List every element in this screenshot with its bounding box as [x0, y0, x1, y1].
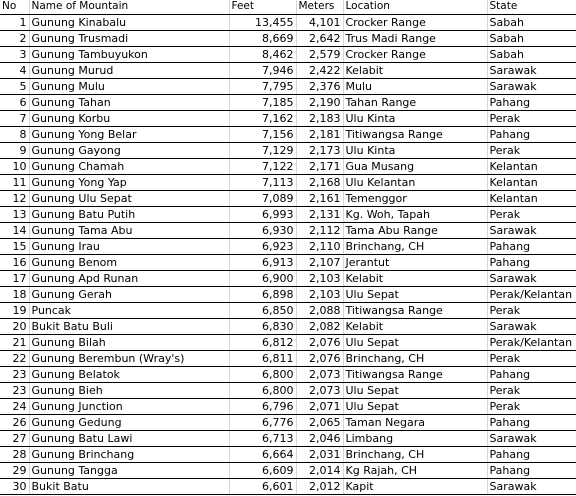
table-row	[0, 478, 576, 494]
cell-state: Pahang	[487, 238, 576, 254]
cell-no: 19	[0, 302, 29, 318]
cell-no: 1	[0, 14, 29, 30]
cell-meters: 2,110	[296, 238, 343, 254]
cell-meters: 2,065	[296, 414, 343, 430]
cell-meters: 2,190	[296, 94, 343, 110]
cell-location: Kelabit	[343, 270, 487, 286]
cell-meters: 2,071	[296, 398, 343, 414]
cell-feet: 7,162	[229, 110, 296, 126]
cell-state: Sabah	[487, 14, 576, 30]
cell-state: Pahang	[487, 126, 576, 142]
cell-meters: 2,579	[296, 46, 343, 62]
cell-no: 27	[0, 430, 29, 446]
cell-state: Pahang	[487, 446, 576, 462]
cell-state: Perak/Kelantan	[487, 334, 576, 350]
table-body	[0, 14, 576, 494]
cell-state: Pahang	[487, 254, 576, 270]
table-row	[0, 302, 576, 318]
cell-no: 30	[0, 478, 29, 494]
cell-feet: 6,930	[229, 222, 296, 238]
cell-location: Temenggor	[343, 190, 487, 206]
cell-name: Gunung Benom	[29, 254, 229, 270]
cell-no: 23	[0, 366, 29, 382]
cell-location: Ulu Sepat	[343, 398, 487, 414]
cell-no: 5	[0, 78, 29, 94]
cell-no: 22	[0, 350, 29, 366]
cell-feet: 6,923	[229, 238, 296, 254]
cell-location: Ulu Sepat	[343, 382, 487, 398]
cell-meters: 2,076	[296, 334, 343, 350]
table-row	[0, 270, 576, 286]
cell-name: Gunung Gayong	[29, 142, 229, 158]
cell-feet: 6,713	[229, 430, 296, 446]
cell-name: Gunung Batu Putih	[29, 206, 229, 222]
cell-name: Gunung Tambuyukon	[29, 46, 229, 62]
cell-feet: 6,800	[229, 382, 296, 398]
cell-name: Gunung Trusmadi	[29, 30, 229, 46]
cell-name: Gunung Murud	[29, 62, 229, 78]
cell-feet: 7,946	[229, 62, 296, 78]
cell-no: 9	[0, 142, 29, 158]
cell-state: Pahang	[487, 414, 576, 430]
cell-name: Gunung Yong Yap	[29, 174, 229, 190]
cell-no: 11	[0, 174, 29, 190]
table-row	[0, 318, 576, 334]
cell-meters: 2,076	[296, 350, 343, 366]
cell-location: Brinchang, CH	[343, 238, 487, 254]
cell-name: Gunung Mulu	[29, 78, 229, 94]
cell-meters: 2,642	[296, 30, 343, 46]
cell-state: Perak	[487, 398, 576, 414]
table-row	[0, 238, 576, 254]
cell-no: 2	[0, 30, 29, 46]
cell-name: Bukit Batu Buli	[29, 318, 229, 334]
table-row	[0, 430, 576, 446]
cell-location: Taman Negara	[343, 414, 487, 430]
table-row	[0, 350, 576, 366]
cell-meters: 2,171	[296, 158, 343, 174]
cell-meters: 2,012	[296, 478, 343, 494]
cell-name: Gunung Apd Runan	[29, 270, 229, 286]
cell-feet: 8,462	[229, 46, 296, 62]
header-no: No	[0, 0, 29, 14]
table-row	[0, 366, 576, 382]
cell-state: Sabah	[487, 30, 576, 46]
cell-no: 26	[0, 414, 29, 430]
cell-location: Ulu Kelantan	[343, 174, 487, 190]
cell-name: Gunung Irau	[29, 238, 229, 254]
cell-feet: 7,185	[229, 94, 296, 110]
cell-state: Perak/Kelantan	[487, 286, 576, 302]
table-row	[0, 14, 576, 30]
header-row	[0, 0, 576, 14]
cell-state: Pahang	[487, 366, 576, 382]
cell-location: Mulu	[343, 78, 487, 94]
table-row	[0, 446, 576, 462]
cell-name: Gunung Tangga	[29, 462, 229, 478]
header-meters: Meters	[296, 0, 343, 14]
cell-location: Limbang	[343, 430, 487, 446]
cell-state: Perak	[487, 206, 576, 222]
cell-location: Tahan Range	[343, 94, 487, 110]
cell-location: Ulu Sepat	[343, 334, 487, 350]
cell-name: Bukit Batu	[29, 478, 229, 494]
cell-no: 8	[0, 126, 29, 142]
table-row	[0, 382, 576, 398]
cell-meters: 2,073	[296, 366, 343, 382]
cell-state: Kelantan	[487, 190, 576, 206]
table-row	[0, 30, 576, 46]
cell-name: Gunung Ulu Sepat	[29, 190, 229, 206]
table-row	[0, 334, 576, 350]
cell-feet: 6,811	[229, 350, 296, 366]
cell-name: Gunung Kinabalu	[29, 14, 229, 30]
cell-meters: 2,046	[296, 430, 343, 446]
table-row	[0, 110, 576, 126]
cell-name: Gunung Tahan	[29, 94, 229, 110]
cell-location: Ulu Kinta	[343, 110, 487, 126]
cell-name: Gunung Bilah	[29, 334, 229, 350]
cell-feet: 7,795	[229, 78, 296, 94]
header-location: Location	[343, 0, 487, 14]
cell-no: 7	[0, 110, 29, 126]
cell-name: Gunung Gedung	[29, 414, 229, 430]
cell-feet: 6,900	[229, 270, 296, 286]
cell-feet: 6,601	[229, 478, 296, 494]
table-row	[0, 46, 576, 62]
cell-feet: 6,830	[229, 318, 296, 334]
cell-feet: 6,850	[229, 302, 296, 318]
cell-no: 10	[0, 158, 29, 174]
cell-location: Crocker Range	[343, 14, 487, 30]
cell-state: Sarawak	[487, 62, 576, 78]
cell-no: 15	[0, 238, 29, 254]
table-row	[0, 398, 576, 414]
cell-name: Gunung Chamah	[29, 158, 229, 174]
cell-meters: 2,181	[296, 126, 343, 142]
cell-location: Ulu Sepat	[343, 286, 487, 302]
cell-location: Tama Abu Range	[343, 222, 487, 238]
cell-feet: 6,993	[229, 206, 296, 222]
cell-meters: 2,103	[296, 270, 343, 286]
cell-state: Pahang	[487, 462, 576, 478]
cell-location: Trus Madi Range	[343, 30, 487, 46]
cell-location: Titiwangsa Range	[343, 366, 487, 382]
cell-state: Pahang	[487, 94, 576, 110]
table-row	[0, 190, 576, 206]
cell-name: Puncak	[29, 302, 229, 318]
cell-no: 24	[0, 398, 29, 414]
cell-feet: 6,800	[229, 366, 296, 382]
cell-state: Perak	[487, 142, 576, 158]
cell-meters: 2,183	[296, 110, 343, 126]
cell-state: Sabah	[487, 46, 576, 62]
header-feet: Feet	[229, 0, 296, 14]
cell-no: 14	[0, 222, 29, 238]
cell-name: Gunung Gerah	[29, 286, 229, 302]
cell-no: 18	[0, 286, 29, 302]
cell-name: Gunung Junction	[29, 398, 229, 414]
cell-meters: 2,014	[296, 462, 343, 478]
cell-no: 16	[0, 254, 29, 270]
cell-no: 12	[0, 190, 29, 206]
cell-meters: 2,173	[296, 142, 343, 158]
cell-no: 23	[0, 382, 29, 398]
cell-feet: 7,089	[229, 190, 296, 206]
table-row	[0, 78, 576, 94]
cell-meters: 2,161	[296, 190, 343, 206]
cell-feet: 6,664	[229, 446, 296, 462]
cell-location: Kg Rajah, CH	[343, 462, 487, 478]
cell-no: 3	[0, 46, 29, 62]
cell-state: Sarawak	[487, 430, 576, 446]
cell-no: 4	[0, 62, 29, 78]
cell-location: Brinchang, CH	[343, 446, 487, 462]
cell-name: Gunung Tama Abu	[29, 222, 229, 238]
cell-location: Jerantut	[343, 254, 487, 270]
cell-state: Sarawak	[487, 222, 576, 238]
cell-state: Kelantan	[487, 158, 576, 174]
cell-meters: 2,088	[296, 302, 343, 318]
cell-feet: 6,796	[229, 398, 296, 414]
cell-name: Gunung Belatok	[29, 366, 229, 382]
cell-no: 13	[0, 206, 29, 222]
cell-no: 6	[0, 94, 29, 110]
cell-meters: 2,107	[296, 254, 343, 270]
table-row	[0, 174, 576, 190]
cell-feet: 7,113	[229, 174, 296, 190]
cell-name: Gunung Batu Lawi	[29, 430, 229, 446]
cell-meters: 2,082	[296, 318, 343, 334]
cell-location: Titiwangsa Range	[343, 302, 487, 318]
table-row	[0, 142, 576, 158]
table-row	[0, 126, 576, 142]
table-row	[0, 94, 576, 110]
cell-meters: 2,376	[296, 78, 343, 94]
cell-name: Gunung Yong Belar	[29, 126, 229, 142]
cell-location: Ulu Kinta	[343, 142, 487, 158]
header-name: Name of Mountain	[29, 0, 229, 14]
header-state: State	[487, 0, 576, 14]
cell-no: 29	[0, 462, 29, 478]
cell-location: Kelabit	[343, 318, 487, 334]
cell-no: 28	[0, 446, 29, 462]
cell-location: Crocker Range	[343, 46, 487, 62]
cell-state: Kelantan	[487, 174, 576, 190]
cell-meters: 2,168	[296, 174, 343, 190]
cell-location: Brinchang, CH	[343, 350, 487, 366]
cell-name: Gunung Korbu	[29, 110, 229, 126]
cell-no: 21	[0, 334, 29, 350]
cell-feet: 6,898	[229, 286, 296, 302]
cell-feet: 6,812	[229, 334, 296, 350]
cell-feet: 8,669	[229, 30, 296, 46]
cell-state: Perak	[487, 110, 576, 126]
cell-location: Kg. Woh, Tapah	[343, 206, 487, 222]
cell-feet: 6,913	[229, 254, 296, 270]
cell-meters: 2,031	[296, 446, 343, 462]
cell-meters: 2,131	[296, 206, 343, 222]
cell-meters: 2,112	[296, 222, 343, 238]
cell-state: Perak	[487, 302, 576, 318]
table-row	[0, 206, 576, 222]
table-row	[0, 222, 576, 238]
table-row	[0, 414, 576, 430]
cell-meters: 2,073	[296, 382, 343, 398]
cell-feet: 7,122	[229, 158, 296, 174]
cell-no: 20	[0, 318, 29, 334]
cell-feet: 7,129	[229, 142, 296, 158]
cell-feet: 6,609	[229, 462, 296, 478]
cell-location: Gua Musang	[343, 158, 487, 174]
cell-name: Gunung Bieh	[29, 382, 229, 398]
cell-state: Sarawak	[487, 270, 576, 286]
cell-name: Gunung Brinchang	[29, 446, 229, 462]
cell-meters: 2,103	[296, 286, 343, 302]
table-row	[0, 286, 576, 302]
cell-location: Kapit	[343, 478, 487, 494]
cell-name: Gunung Berembun (Wray's)	[29, 350, 229, 366]
cell-location: Kelabit	[343, 62, 487, 78]
cell-state: Sarawak	[487, 318, 576, 334]
cell-state: Perak	[487, 350, 576, 366]
table-row	[0, 462, 576, 478]
cell-state: Sarawak	[487, 478, 576, 494]
table-row	[0, 254, 576, 270]
table-row	[0, 62, 576, 78]
cell-feet: 7,156	[229, 126, 296, 142]
cell-no: 17	[0, 270, 29, 286]
cell-feet: 13,455	[229, 14, 296, 30]
cell-meters: 4,101	[296, 14, 343, 30]
cell-feet: 6,776	[229, 414, 296, 430]
table-row	[0, 158, 576, 174]
cell-state: Perak	[487, 382, 576, 398]
cell-state: Sarawak	[487, 78, 576, 94]
cell-meters: 2,422	[296, 62, 343, 78]
cell-location: Titiwangsa Range	[343, 126, 487, 142]
